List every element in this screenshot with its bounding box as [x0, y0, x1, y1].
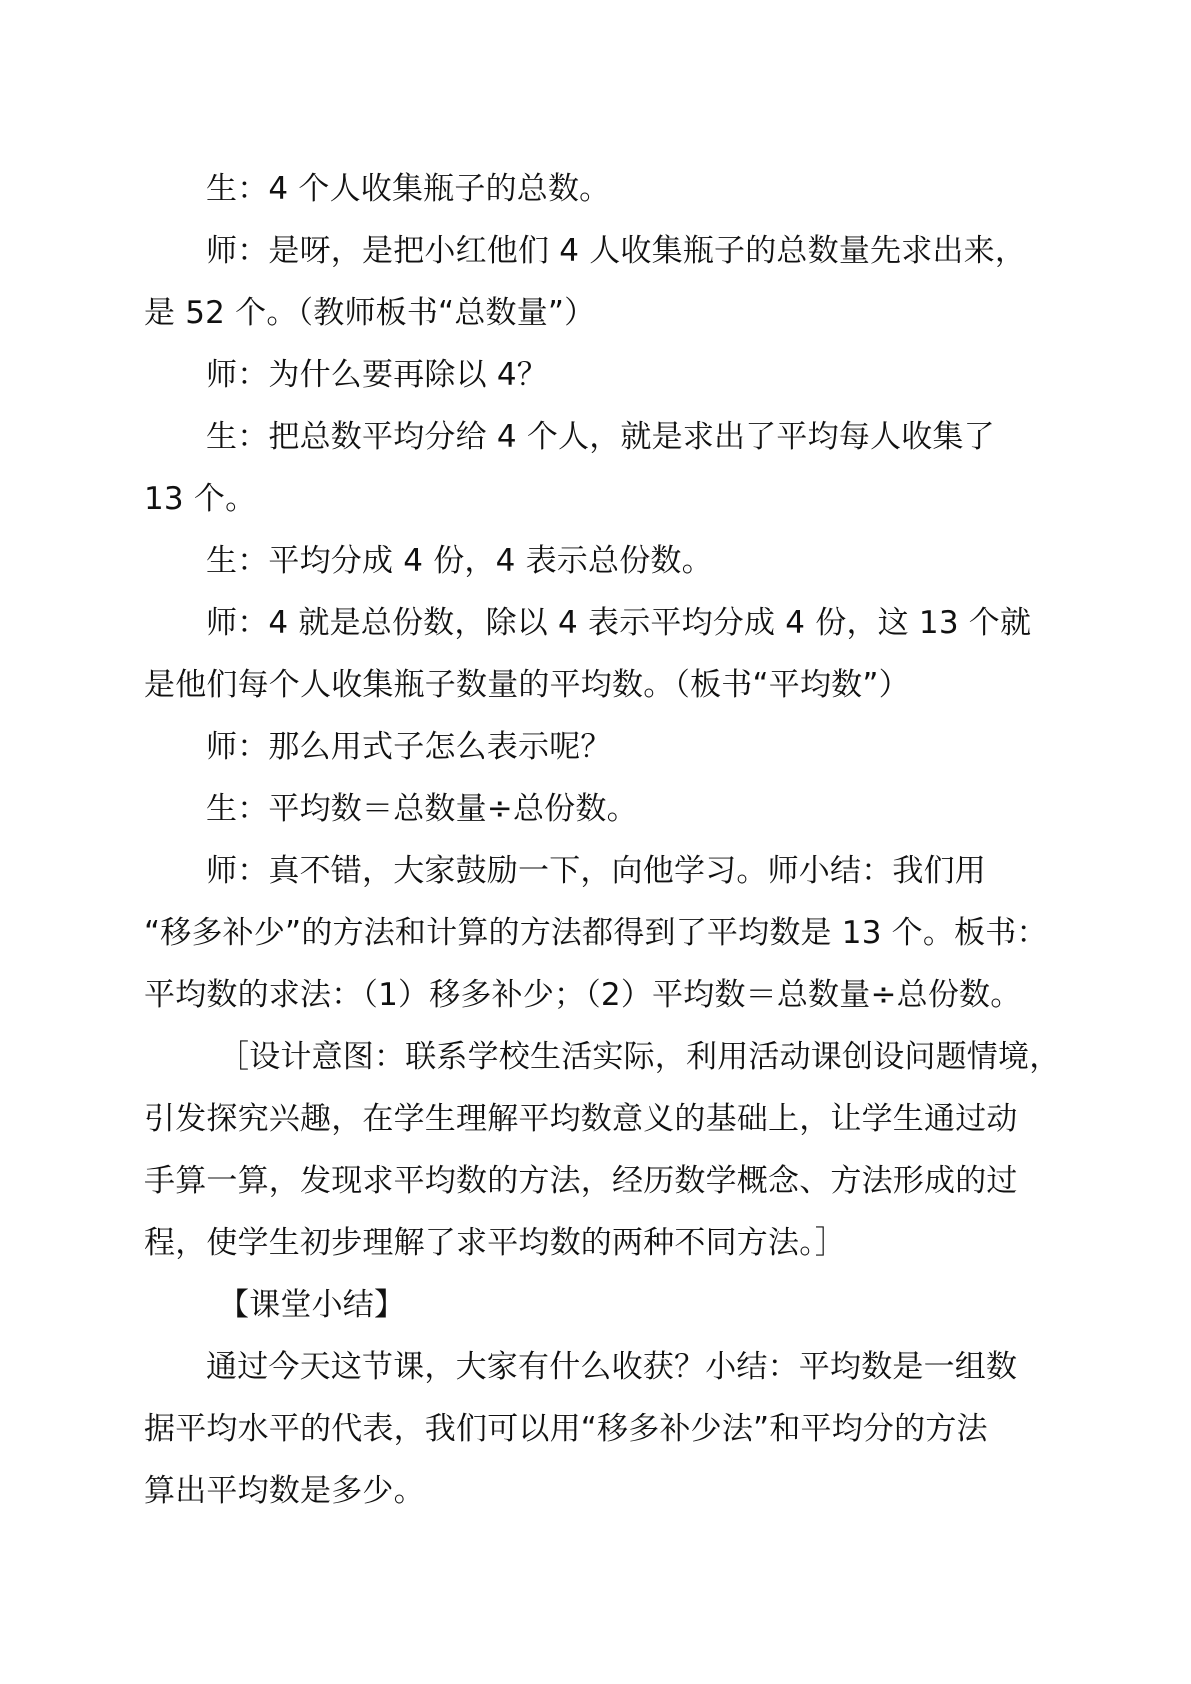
dialogue-paragraph: [144, 344, 1084, 406]
text-line: 师：真不错，大家鼓励一下，向他学习。师小结：我们用: [206, 853, 986, 889]
text-line: 程，使学生初步理解了求平均数的两种不同方法。］: [144, 1225, 847, 1261]
text-line: 师：4 就是总份数，除以 4 表示平均分成 4 份，这 13 个就: [206, 605, 1032, 641]
text-line: ［设计意图：联系学校生活实际，利用活动课创设问题情境，: [218, 1039, 1061, 1075]
text-line: 通过今天这节课，大家有什么收获？小结：平均数是一组数: [206, 1349, 1018, 1385]
text-line: 生：把总数平均分给 4 个人，就是求出了平均每人收集了: [206, 419, 995, 455]
text-line: 据平均水平的代表，我们可以用“移多补少法”和平均分的方法: [144, 1411, 988, 1447]
text-line: 平均数的求法：（1）移多补少；（2）平均数＝总数量÷总份数。: [144, 977, 1022, 1013]
dialogue-paragraph: [144, 220, 1084, 344]
dialogue-paragraph: [144, 716, 1084, 778]
design-intent-paragraph: [144, 1026, 1084, 1274]
text-line: 引发探究兴趣，在学生理解平均数意义的基础上，让学生通过动: [144, 1101, 1018, 1137]
summary-paragraph: [144, 840, 1084, 1026]
text-line: 生：4 个人收集瓶子的总数。: [206, 171, 611, 207]
conclusion-paragraph: [144, 1336, 1084, 1522]
text-line: 师：为什么要再除以 4？: [206, 357, 548, 393]
text-line: 【课堂小结】: [218, 1287, 406, 1323]
text-line: 手算一算，发现求平均数的方法，经历数学概念、方法形成的过: [144, 1163, 1018, 1199]
section-heading: [144, 1274, 1084, 1336]
text-line: 师：是呀，是把小红他们 4 人收集瓶子的总数量先求出来，: [206, 233, 1027, 269]
dialogue-paragraph: [144, 592, 1084, 716]
text-line: 师：那么用式子怎么表示呢？: [206, 729, 612, 765]
text-line: 13 个。: [144, 481, 257, 517]
dialogue-paragraph: [144, 530, 1084, 592]
text-line: 生：平均数＝总数量÷总份数。: [206, 791, 638, 827]
dialogue-paragraph: [144, 778, 1084, 840]
text-line: 是他们每个人收集瓶子数量的平均数。（板书“平均数”）: [144, 667, 910, 703]
text-line: “移多补少”的方法和计算的方法都得到了平均数是 13 个。板书：: [144, 915, 1048, 951]
text-line: 生：平均分成 4 份，4 表示总份数。: [206, 543, 713, 579]
dialogue-paragraph: [144, 406, 1084, 530]
body-text: [144, 158, 1084, 1522]
text-line: 算出平均数是多少。: [144, 1473, 425, 1509]
dialogue-paragraph: [144, 158, 1084, 220]
text-line: 是 52 个。（教师板书“总数量”）: [144, 295, 596, 331]
